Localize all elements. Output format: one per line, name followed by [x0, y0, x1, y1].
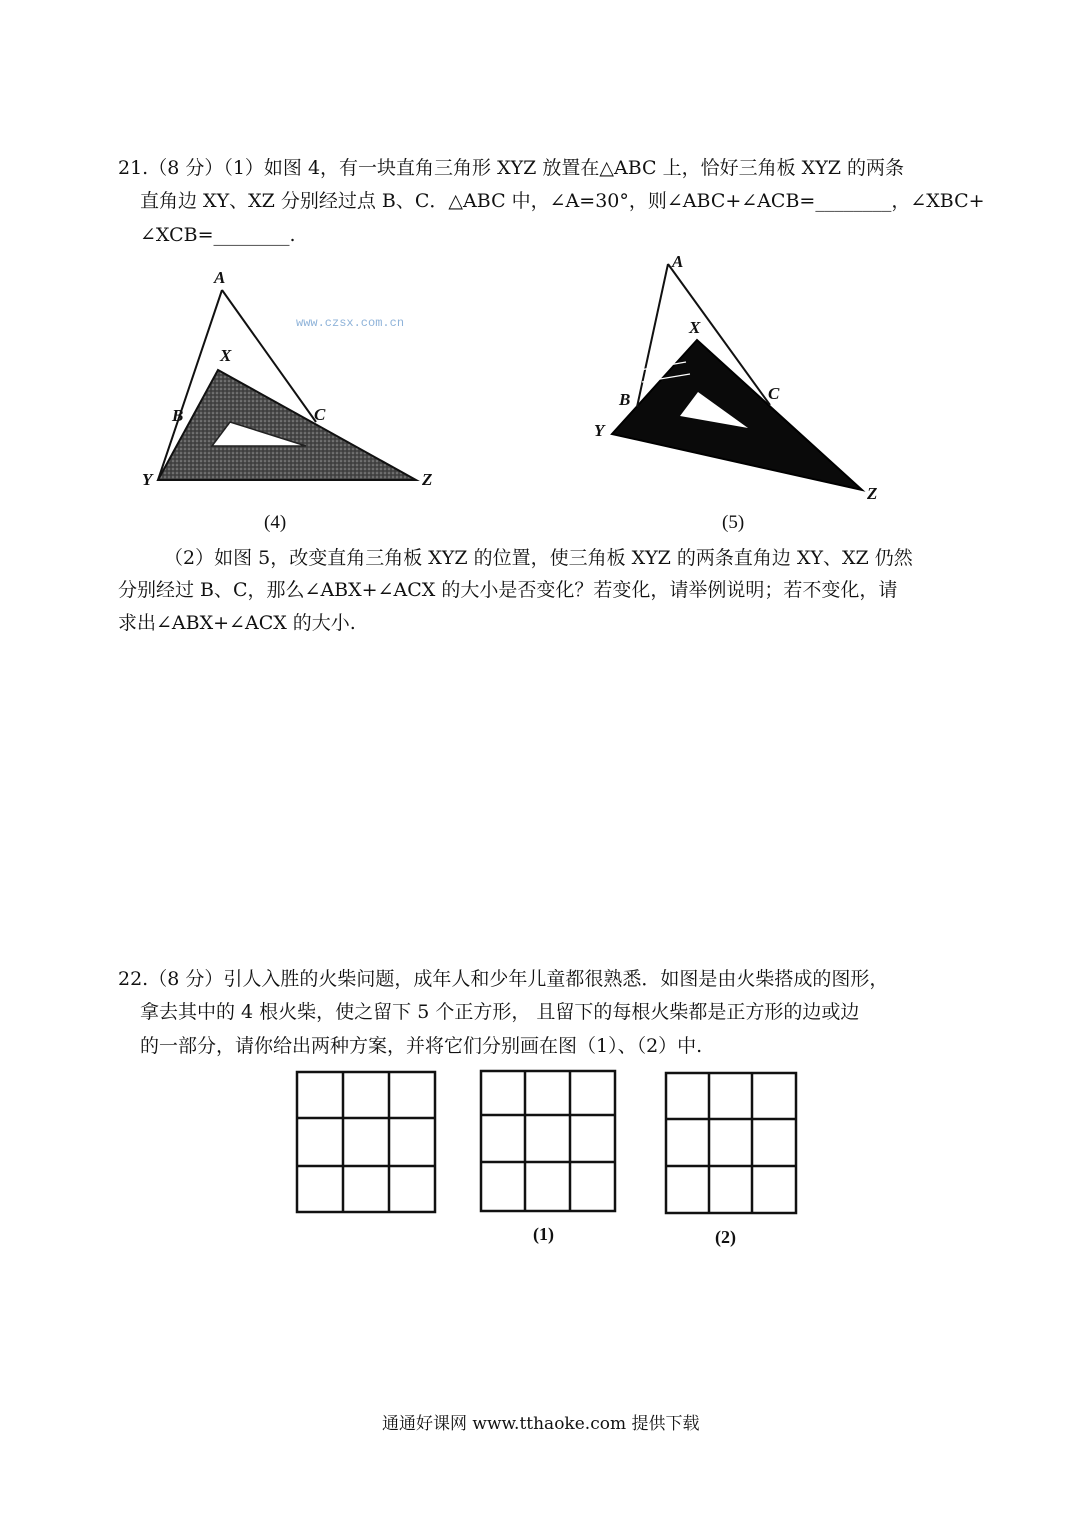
fig5-label-b: B — [619, 390, 631, 409]
q21-part2-line-2: 分别经过 B、C，那么∠ABX+∠ACX 的大小是否变化？若变化，请举例说明；若不变化，请 — [118, 579, 898, 601]
matchstick-grid-1 — [480, 1070, 616, 1212]
fig5-label-y: Y — [594, 421, 605, 440]
fig4-label-z: Z — [422, 470, 433, 489]
grid1-caption: (1) — [533, 1224, 554, 1244]
q21-line-1: 21.（8 分）（1）如图 4，有一块直角三角形 XYZ 放置在△ABC 上，恰好三角板 XYZ 的两条 — [118, 157, 904, 179]
set-square-xyz-fig5 — [612, 340, 862, 490]
fig4-label-c: C — [314, 405, 326, 424]
q21-part2-line-1: （2）如图 5，改变直角三角板 XYZ 的位置，使三角板 XYZ 的两条直角边 XY、XZ 仍然 — [164, 547, 913, 569]
fig4-label-x: X — [220, 346, 232, 365]
matchstick-grid-original — [296, 1071, 436, 1213]
q22-line-1: 22.（8 分）引人入胜的火柴问题，成年人和少年儿童都很熟悉．如图是由火柴搭成的图形， — [118, 968, 889, 990]
fig5-label-a: A — [672, 252, 684, 271]
q21-line-2: 直角边 XY、XZ 分别经过点 B、C．△ABC 中，∠A=30°，则∠ABC+∠ACB=________，∠XBC+ — [140, 190, 985, 212]
q22-line-2: 拿去其中的 4 根火柴，使之留下 5 个正方形， 且留下的每根火柴都是正方形的边或边 — [140, 1001, 860, 1023]
matchstick-grid-2 — [665, 1072, 797, 1214]
fig4-label-b: B — [172, 406, 184, 425]
q22-line-3: 的一部分，请你给出两种方案，并将它们分别画在图（1）、（2）中. — [140, 1035, 703, 1057]
fig5-label-c: C — [768, 384, 780, 403]
fig5-label-x: X — [689, 318, 701, 337]
q21-part2-line-3: 求出∠ABX+∠ACX 的大小. — [118, 612, 356, 634]
page-footer: 通通好课网 www.tthaoke.com 提供下载 — [382, 1414, 700, 1434]
q21-line-3: ∠XCB=________. — [140, 224, 296, 246]
fig4-label-y: Y — [142, 470, 153, 489]
fig5-caption: (5) — [722, 512, 745, 533]
watermark: www.czsx.com.cn — [296, 316, 405, 330]
fig5-label-z: Z — [867, 484, 878, 503]
grid2-caption: (2) — [715, 1227, 736, 1247]
fig4-caption: (4) — [264, 512, 287, 533]
fig4-label-a: A — [214, 268, 226, 287]
